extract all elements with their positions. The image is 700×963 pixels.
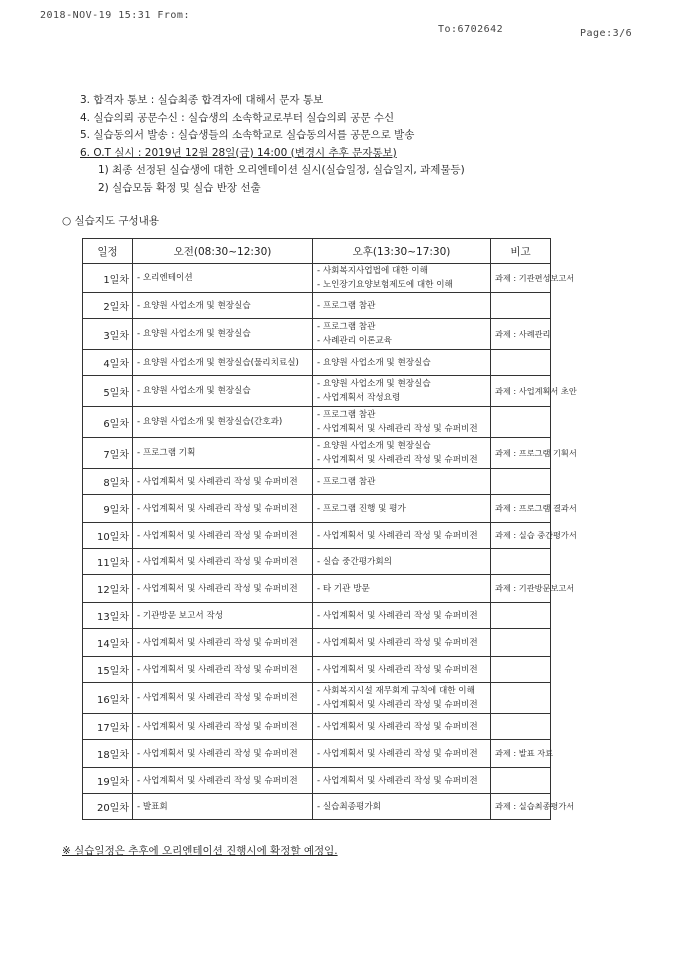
cell-morning: [133, 319, 313, 350]
list-item: 5. 실습동의서 발송 : 실습생들의 소속학교로 실습동의서를 공문으로 발송: [80, 129, 415, 141]
section-title: ○ 실습지도 구성내용: [62, 215, 159, 227]
cell-note: [491, 657, 551, 683]
cell-afternoon: [313, 575, 491, 603]
cell-morning: [133, 740, 313, 768]
cell-morning: [133, 495, 313, 523]
cell-day: 13일차: [83, 603, 133, 629]
cell-morning: [133, 629, 313, 657]
schedule-activity: - 사업계획서 및 사례관리 작성 및 슈퍼비전: [317, 455, 478, 465]
table-row: [83, 523, 551, 549]
cell-note: 과제 : 사업계획서 초안: [491, 376, 551, 407]
table-row: [83, 549, 551, 575]
schedule-activity: - 사업계획서 작성요령: [317, 393, 401, 403]
schedule-activity: - 발표회: [137, 801, 168, 812]
schedule-activity: - 프로그램 참관: [317, 300, 376, 311]
cell-day: 17일차: [83, 714, 133, 740]
header-morning: 오전(08:30~12:30): [133, 239, 313, 264]
cell-afternoon: [313, 438, 491, 469]
table-row: [83, 657, 551, 683]
cell-note: [491, 683, 551, 714]
cell-day: 1일차: [83, 264, 133, 293]
table-row: [83, 407, 551, 438]
fax-header-sender: 2018-NOV-19 15:31 From:: [40, 10, 190, 21]
cell-day: 3일차: [83, 319, 133, 350]
schedule-activity: - 프로그램 기획: [137, 448, 196, 458]
table-row: [83, 438, 551, 469]
cell-day: 5일차: [83, 376, 133, 407]
cell-afternoon: [313, 523, 491, 549]
table-row: [83, 293, 551, 319]
cell-afternoon: [313, 657, 491, 683]
schedule-activity: - 사업계획서 및 사례관리 작성 및 슈퍼비전: [137, 583, 298, 594]
cell-day: 8일차: [83, 469, 133, 495]
cell-afternoon: [313, 319, 491, 350]
cell-morning: [133, 768, 313, 794]
list-subitem: 2) 실습모둠 확정 및 실습 반장 선출: [98, 181, 261, 194]
fax-header-page: Page:3/6: [580, 28, 633, 39]
table-row: [83, 264, 551, 293]
schedule-activity: - 사업계획서 및 사례관리 작성 및 슈퍼비전: [317, 721, 478, 732]
cell-note: [491, 603, 551, 629]
schedule-activity: - 요양원 사업소개 및 현장실습: [317, 441, 431, 451]
cell-day: 20일차: [83, 794, 133, 820]
schedule-activity: - 오리엔테이션: [137, 273, 193, 283]
schedule-activity: - 사업계획서 및 사례관리 작성 및 슈퍼비전: [317, 775, 478, 786]
schedule-activity: - 요양원 사업소개 및 현장실습: [317, 357, 431, 368]
schedule-table: [82, 238, 577, 820]
cell-morning: [133, 575, 313, 603]
cell-day: 11일차: [83, 549, 133, 575]
schedule-activity: - 사업계획서 및 사례관리 작성 및 슈퍼비전: [317, 530, 478, 541]
cell-day: 6일차: [83, 407, 133, 438]
cell-morning: [133, 523, 313, 549]
schedule-activity: - 사업계획서 및 사례관리 작성 및 슈퍼비전: [137, 530, 298, 541]
table-header-row: [83, 239, 551, 264]
cell-afternoon: [313, 629, 491, 657]
cell-afternoon: [313, 350, 491, 376]
cell-day: 10일차: [83, 523, 133, 549]
cell-morning: [133, 683, 313, 714]
schedule-activity: - 사업계획서 및 사례관리 작성 및 슈퍼비전: [137, 637, 298, 648]
cell-day: 9일차: [83, 495, 133, 523]
cell-note: 과제 : 발표 자료: [491, 740, 551, 768]
cell-morning: [133, 438, 313, 469]
cell-note: [491, 768, 551, 794]
schedule-activity: - 요양원 사업소개 및 현장실습(물리치료실): [137, 357, 299, 368]
cell-morning: [133, 293, 313, 319]
cell-morning: [133, 407, 313, 438]
schedule-activity: - 사업계획서 및 사례관리 작성 및 슈퍼비전: [137, 748, 298, 759]
schedule-activity: - 사업계획서 및 사례관리 작성 및 슈퍼비전: [137, 721, 298, 732]
cell-morning: [133, 350, 313, 376]
cell-morning: [133, 549, 313, 575]
cell-day: 2일차: [83, 293, 133, 319]
schedule-activity: - 타 기관 방문: [317, 583, 370, 594]
schedule-activity: - 프로그램 진행 및 평가: [317, 503, 406, 514]
schedule-activity: - 사업계획서 및 사례관리 작성 및 슈퍼비전: [137, 556, 298, 567]
cell-afternoon: [313, 794, 491, 820]
cell-morning: [133, 376, 313, 407]
schedule-activity: - 프로그램 참관: [317, 476, 376, 487]
table-row: [83, 495, 551, 523]
schedule-activity: - 프로그램 참관: [317, 410, 376, 420]
cell-afternoon: [313, 603, 491, 629]
schedule-activity: - 사업계획서 및 사례관리 작성 및 슈퍼비전: [317, 424, 478, 434]
table-row: [83, 740, 551, 768]
cell-day: 7일차: [83, 438, 133, 469]
list-item: 6. O.T 실시 : 2019년 12월 28일(금) 14:00 (변경시 추후 문자통보): [80, 146, 397, 159]
table-row: [83, 794, 551, 820]
cell-afternoon: [313, 376, 491, 407]
schedule-activity: - 사업계획서 및 사례관리 작성 및 슈퍼비전: [137, 693, 298, 703]
cell-note: [491, 293, 551, 319]
schedule-activity: - 실습최종평가회: [317, 801, 381, 812]
cell-afternoon: [313, 495, 491, 523]
cell-note: 과제 : 사례관리: [491, 319, 551, 350]
table-row: [83, 714, 551, 740]
header-afternoon: 오후(13:30~17:30): [313, 239, 491, 264]
schedule-activity: - 사회복지시설 재무회계 규칙에 대한 이해: [317, 686, 475, 696]
schedule-activity: - 사업계획서 및 사례관리 작성 및 슈퍼비전: [317, 700, 478, 710]
cell-day: 15일차: [83, 657, 133, 683]
cell-afternoon: [313, 407, 491, 438]
cell-note: 과제 : 기관편성보고서: [491, 264, 551, 293]
schedule-activity: - 기관방문 보고서 작성: [137, 610, 224, 621]
cell-note: 과제 : 기관방문보고서: [491, 575, 551, 603]
cell-day: 4일차: [83, 350, 133, 376]
table-row: [83, 575, 551, 603]
schedule-activity: - 사회복지사업법에 대한 이해: [317, 266, 428, 276]
cell-afternoon: [313, 469, 491, 495]
schedule-activity: - 사업계획서 및 사례관리 작성 및 슈퍼비전: [317, 664, 478, 675]
cell-note: 과제 : 프로그램 결과서: [491, 495, 551, 523]
table-row: [83, 768, 551, 794]
schedule-activity: - 사업계획서 및 사례관리 작성 및 슈퍼비전: [137, 775, 298, 786]
cell-afternoon: [313, 549, 491, 575]
table-row: [83, 469, 551, 495]
schedule-activity: - 사업계획서 및 사례관리 작성 및 슈퍼비전: [317, 610, 478, 621]
schedule-activity: - 노인장기요양보험제도에 대한 이해: [317, 280, 453, 290]
cell-day: 14일차: [83, 629, 133, 657]
cell-morning: [133, 264, 313, 293]
cell-afternoon: [313, 683, 491, 714]
cell-note: 과제 : 실습최종평가서: [491, 794, 551, 820]
table-row: [83, 376, 551, 407]
cell-note: [491, 549, 551, 575]
cell-day: 18일차: [83, 740, 133, 768]
schedule-activity: - 요양원 사업소개 및 현장실습(간호과): [137, 417, 283, 427]
cell-note: 과제 : 프로그램 기획서: [491, 438, 551, 469]
schedule-activity: - 사업계획서 및 사례관리 작성 및 슈퍼비전: [137, 476, 298, 487]
cell-afternoon: [313, 714, 491, 740]
cell-note: [491, 350, 551, 376]
schedule-activity: - 사업계획서 및 사례관리 작성 및 슈퍼비전: [317, 748, 478, 759]
cell-note: [491, 629, 551, 657]
cell-afternoon: [313, 293, 491, 319]
table-row: [83, 350, 551, 376]
cell-day: 19일차: [83, 768, 133, 794]
schedule-activity: - 프로그램 참관: [317, 322, 376, 332]
list-subitem: 1) 최종 선정된 실습생에 대한 오리엔테이션 실시(실습일정, 실습일지, 과제물등): [98, 164, 465, 176]
header-note: 비고: [491, 239, 551, 264]
header-day: 일정: [83, 239, 133, 264]
table-row: [83, 629, 551, 657]
cell-note: 과제 : 실습 중간평가서: [491, 523, 551, 549]
schedule-activity: - 요양원 사업소개 및 현장실습: [137, 300, 251, 311]
table-row: [83, 683, 551, 714]
cell-day: 16일차: [83, 683, 133, 714]
schedule-activity: - 사업계획서 및 사례관리 작성 및 슈퍼비전: [317, 637, 478, 648]
table-row: [83, 603, 551, 629]
cell-afternoon: [313, 768, 491, 794]
schedule-activity: - 요양원 사업소개 및 현장실습: [137, 386, 251, 396]
schedule-activity: - 요양원 사업소개 및 현장실습: [317, 379, 431, 389]
procedure-list: [80, 92, 465, 197]
fax-header-recipient: To:6702642: [438, 24, 504, 35]
schedule-activity: - 실습 중간평가회의: [317, 556, 392, 567]
cell-morning: [133, 714, 313, 740]
schedule-activity: - 사업계획서 및 사례관리 작성 및 슈퍼비전: [137, 503, 298, 514]
cell-note: [491, 714, 551, 740]
table-row: [83, 319, 551, 350]
schedule-activity: - 요양원 사업소개 및 현장실습: [137, 329, 251, 339]
cell-afternoon: [313, 264, 491, 293]
cell-day: 12일차: [83, 575, 133, 603]
cell-afternoon: [313, 740, 491, 768]
cell-morning: [133, 603, 313, 629]
list-item: 4. 실습의뢰 공문수신 : 실습생의 소속학교로부터 실습의뢰 공문 수신: [80, 111, 395, 124]
cell-morning: [133, 657, 313, 683]
cell-morning: [133, 794, 313, 820]
cell-morning: [133, 469, 313, 495]
footnote: ※ 실습일정은 추후에 오리엔테이션 진행시에 확정할 예정임.: [62, 845, 338, 857]
schedule-body: [83, 264, 577, 820]
cell-note: [491, 469, 551, 495]
list-item: 3. 합격자 통보 : 실습최종 합격자에 대해서 문자 통보: [80, 94, 324, 106]
cell-note: [491, 407, 551, 438]
schedule-activity: - 사업계획서 및 사례관리 작성 및 슈퍼비전: [137, 664, 298, 675]
schedule-activity: - 사례관리 이론교육: [317, 336, 392, 346]
